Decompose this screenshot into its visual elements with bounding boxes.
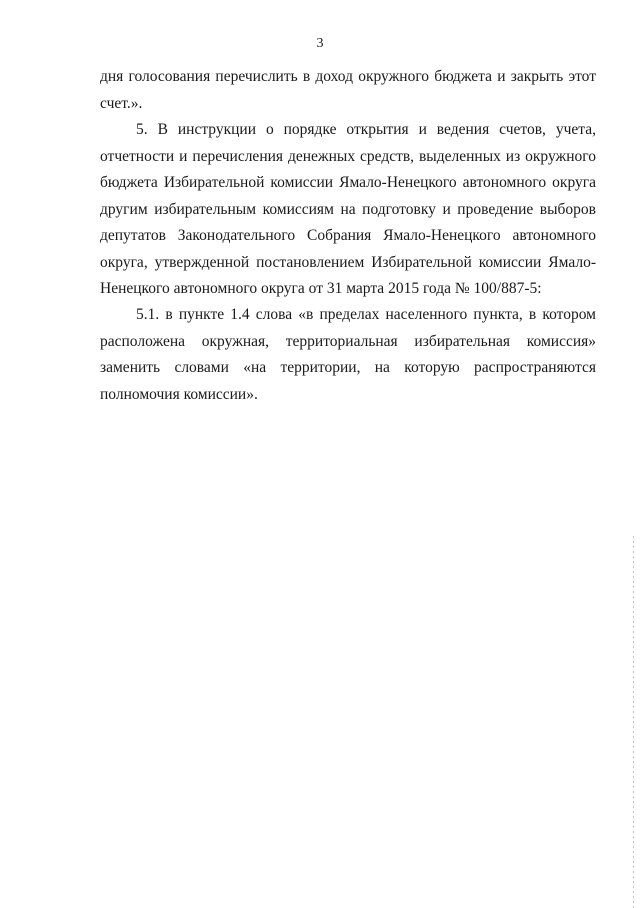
paragraph-text: 5. В инструкции о порядке открытия и ведения счетов, учета, отчетности и перечисления денежных средств, выделенных из окружного бюджета Избирательной комиссии Ямало-Ненецкого автономного округа другим избирательным комиссиям на подготовку и проведение выборов депутатов Законодательного Собрания Ямало-Ненецкого автономного округа, утвержденной постановлением Избирательной комиссии Ямало-Ненецкого автономного округа от 31 марта 2015 года № 100/887-5: (100, 121, 596, 297)
paragraph-item-5-1 (100, 302, 596, 408)
scan-edge-line (633, 536, 634, 908)
paragraph-text: дня голосования перечислить в доход окружного бюджета и закрыть этот счет.». (100, 68, 596, 112)
page-number: 3 (316, 36, 324, 51)
paragraph-continuation (100, 64, 596, 117)
paragraph-text: 5.1. в пункте 1.4 слова «в пределах населенного пункта, в котором расположена окружная, территориальная избирательная комиссия» заменить словами «на территории, на которую распространяются полномочия комиссии». (100, 306, 596, 403)
paragraph-item-5 (100, 117, 596, 303)
